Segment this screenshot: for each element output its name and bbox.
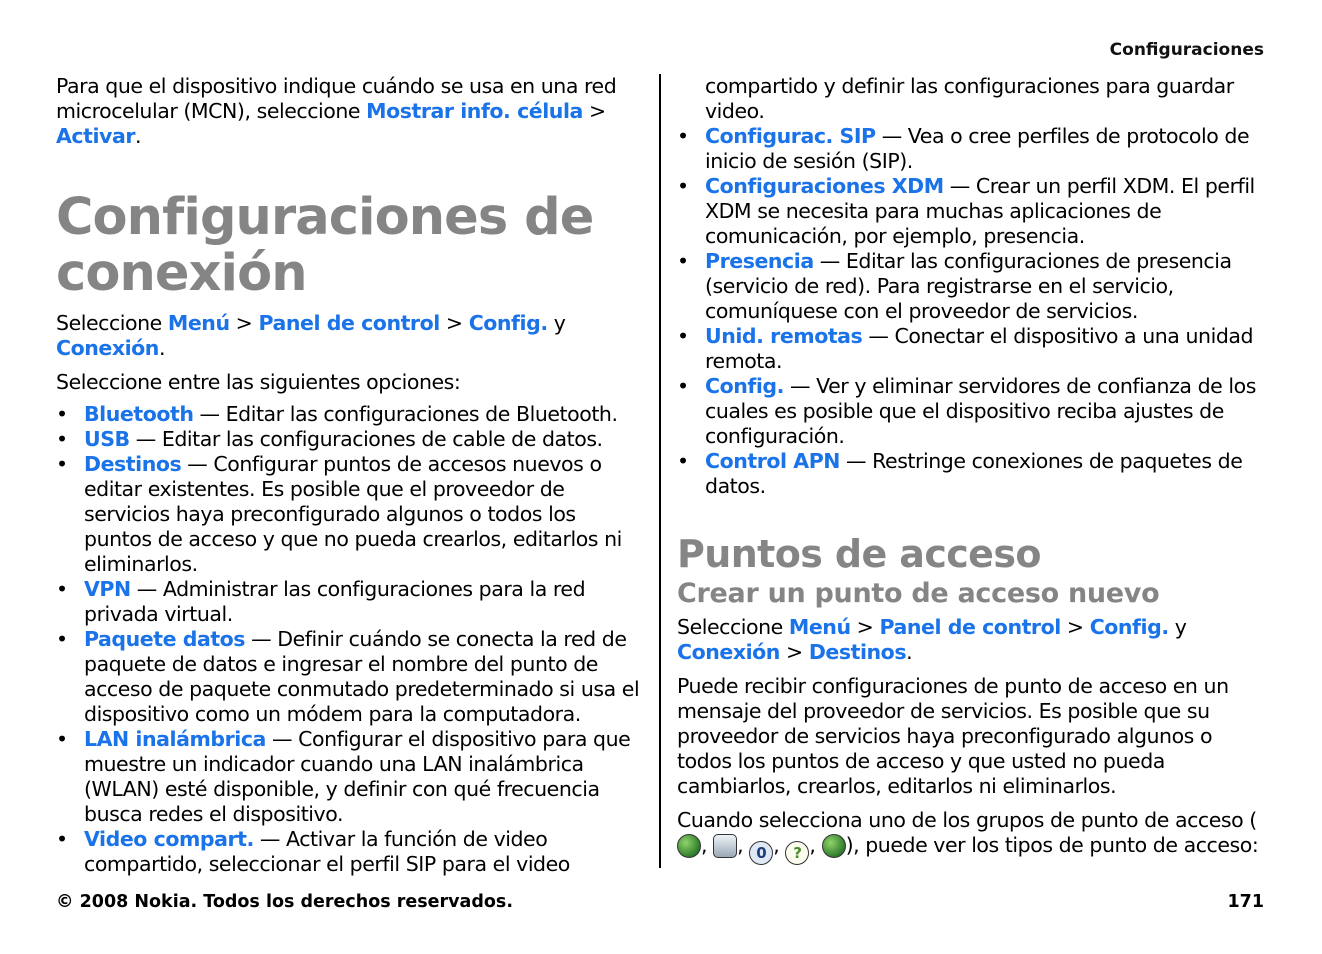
section-heading-connection: Configuraciones de conexión — [56, 188, 594, 303]
list-item: • USB — Editar las configuraciones de cable de datos. — [56, 427, 648, 452]
left-column — [56, 74, 648, 877]
link-config[interactable]: Config. — [1089, 615, 1169, 639]
option-unid-remotas[interactable]: Unid. remotas — [705, 324, 863, 348]
menu-path-access-point: Seleccione Menú > Panel de control > Config. y Conexión > Destinos. — [677, 615, 1187, 664]
list-item: • Presencia — Editar las configuraciones de presencia (servicio de red). Para registrarse en el servicio, comuníquese con el proveedor de servicios. — [677, 249, 1271, 324]
footer-copyright: © 2008 Nokia. Todos los derechos reservados. — [56, 892, 513, 912]
list-item: • Bluetooth — Editar las configuraciones de Bluetooth. — [56, 402, 648, 427]
unknown-icon: ? — [785, 841, 809, 865]
list-item: • Configurac. SIP — Vea o cree perfiles de protocolo de inicio de sesión (SIP). — [677, 124, 1271, 174]
menu-path: Seleccione Menú > Panel de control > Config. y Conexión. — [56, 311, 566, 360]
option-lan-inalambrica[interactable]: LAN inalámbrica — [84, 727, 266, 751]
option-presencia[interactable]: Presencia — [705, 249, 814, 273]
right-column — [677, 74, 1271, 865]
list-item: • Control APN — Restringe conexiones de paquetes de datos. — [677, 449, 1271, 499]
option-usb[interactable]: USB — [84, 427, 130, 451]
list-item: • Configuraciones XDM — Crear un perfil XDM. El perfil XDM se necesita para muchas aplicaciones de comunicación, por ejemplo, presencia. — [677, 174, 1271, 249]
list-item: • Unid. remotas — Conectar el dispositivo a una unidad remota. — [677, 324, 1271, 374]
link-conexion[interactable]: Conexión — [677, 640, 780, 664]
list-item: • Video compart. — Activar la función de video compartido, seleccionar el perfil SIP para el video — [56, 827, 648, 877]
column-divider — [659, 74, 661, 868]
list-item: • Paquete datos — Definir cuándo se conecta la red de paquete de datos e ingresar el nombre del punto de acceso de paquete conmutado predeterminado si usa el dispositivo como un módem para la computadora. — [56, 627, 648, 727]
options-list — [56, 402, 648, 877]
list-item: • VPN — Administrar las configuraciones para la red privada virtual. — [56, 577, 648, 627]
option-paquete-datos[interactable]: Paquete datos — [84, 627, 246, 651]
option-config[interactable]: Config. — [705, 374, 784, 398]
option-configurac-sip[interactable]: Configurac. SIP — [705, 124, 876, 148]
continuation-text: compartido y definir las configuraciones para guardar video. — [705, 74, 1234, 123]
option-vpn[interactable]: VPN — [84, 577, 131, 601]
section-heading-access-points: Puntos de acceso — [677, 532, 1041, 576]
link-config[interactable]: Config. — [468, 311, 548, 335]
link-conexion[interactable]: Conexión — [56, 336, 159, 360]
link-menu[interactable]: Menú — [788, 615, 851, 639]
choose-options-text: Seleccione entre las siguientes opciones: — [56, 370, 461, 394]
list-item: • Config. — Ver y eliminar servidores de confianza de los cuales es posible que el dispositivo reciba ajustes de configuración. — [677, 374, 1271, 449]
wap-globe-icon — [822, 834, 846, 858]
internet-globe-icon — [677, 834, 701, 858]
page-number: 171 — [1227, 892, 1264, 912]
option-control-apn[interactable]: Control APN — [705, 449, 840, 473]
list-item: • LAN inalámbrica — Configurar el dispositivo para que muestre un indicador cuando una LAN inalámbrica (WLAN) esté disponible, y definir con qué frecuencia busca redes el dispositivo. — [56, 727, 648, 827]
link-panel-de-control[interactable]: Panel de control — [258, 311, 440, 335]
running-header: Configuraciones — [1109, 40, 1264, 60]
list-item: • Destinos — Configurar puntos de accesos nuevos o editar existentes. Es posible que el proveedor de servicios haya preconfigurado algunos o todos los puntos de acceso y que no pueda crearlos, editarlos ni eliminarlos. — [56, 452, 648, 577]
option-configuraciones-xdm[interactable]: Configuraciones XDM — [705, 174, 944, 198]
link-destinos[interactable]: Destinos — [808, 640, 907, 664]
access-point-paragraph: Puede recibir configuraciones de punto de acceso en un mensaje del proveedor de servicios. Es posible que su proveedor de servicios haya preconfigurado algunos o todos los puntos de acceso y que usted no pueda cambiarlos, crearlos, editarlos ni eliminarlos. — [677, 674, 1229, 798]
link-mostrar-info-celula[interactable]: Mostrar info. célula — [366, 99, 583, 123]
operator-icon: 0 — [749, 841, 773, 865]
options-list-continued — [677, 124, 1271, 499]
link-activar[interactable]: Activar — [56, 124, 136, 148]
access-point-groups-paragraph: Cuando selecciona uno de los grupos de punto de acceso (, , 0 , ? , ), puede ver los tipos de punto de acceso: — [677, 808, 1271, 865]
option-video-compart[interactable]: Video compart. — [84, 827, 254, 851]
option-destinos[interactable]: Destinos — [84, 452, 182, 476]
packet-data-icon — [713, 834, 737, 858]
link-menu[interactable]: Menú — [167, 311, 230, 335]
option-bluetooth[interactable]: Bluetooth — [84, 402, 194, 426]
intro-paragraph: Para que el dispositivo indique cuándo se usa en una red microcelular (MCN), seleccione Mostrar info. célula > Activar. — [56, 74, 617, 148]
link-panel-de-control[interactable]: Panel de control — [879, 615, 1061, 639]
subheading-create-access-point: Crear un punto de acceso nuevo — [677, 578, 1160, 609]
